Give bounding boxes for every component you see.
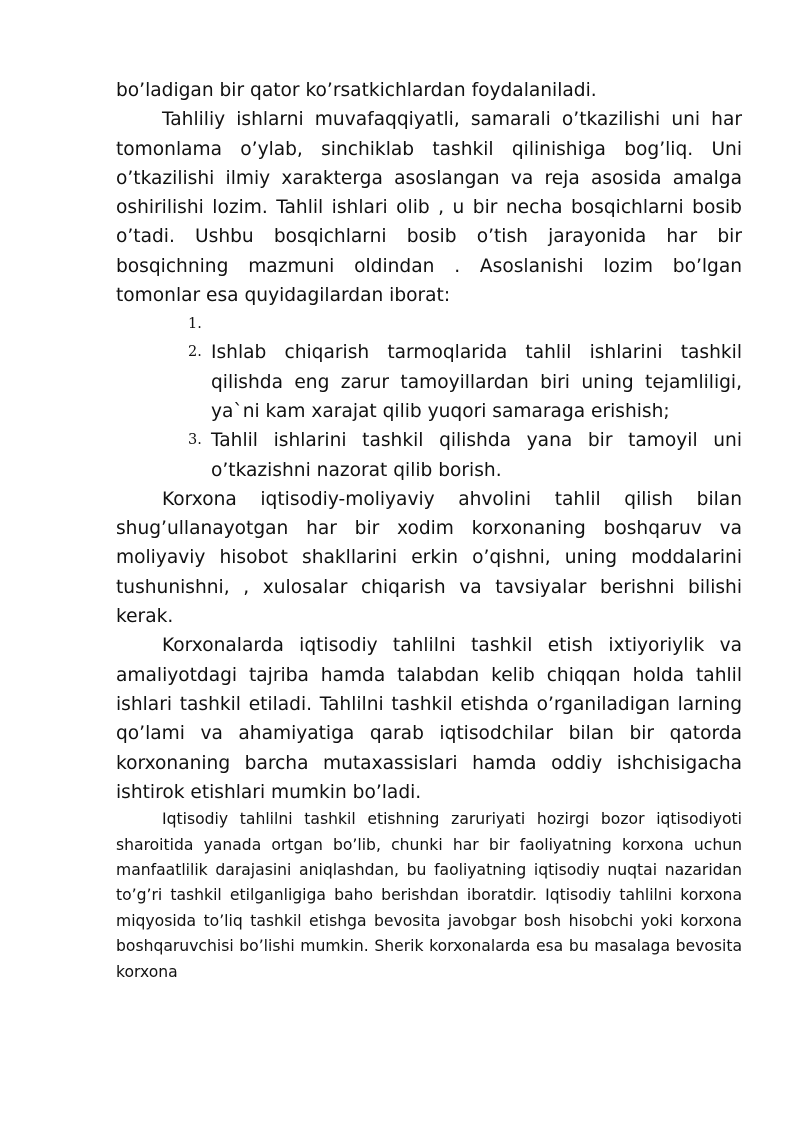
numbered-list	[116, 310, 742, 484]
list-item-number: 1.	[188, 316, 202, 333]
paragraph-2: Korxona iqtisodiy-moliyaviy ahvolini tahlil qilish bilan shug’ullanayotgan har bir xodim korxonaning boshqaruv va moliyaviy hisobot shakllarini erkin o’qishni, uning moddalarini tushunishni, , xulosalar chiqarish va tavsiyalar berishni bilishi kerak.	[116, 488, 742, 628]
list-item	[116, 310, 742, 338]
paragraph-intro-tail: bo’ladigan bir qator ko’rsatkichlardan foydalaniladi.	[116, 80, 597, 101]
document-page	[116, 76, 742, 985]
paragraph-3: Korxonalarda iqtisodiy tahlilni tashkil etish ixtiyoriylik va amaliyotdagi tajriba hamda talabdan kelib chiqqan holda tahlil ishlari tashkil etiladi. Tahlilni tashkil etishda o’rganiladigan larning qo’lami va ahamiyatiga qarab iqtisodchilar bilan bir qatorda korxonaning barcha mutaxassislari hamda oddiy ishchisigacha ishtirok etishlari mumkin bo’ladi.	[116, 635, 742, 803]
list-item-number: 2.	[188, 344, 202, 361]
paragraph-4: Iqtisodiy tahlilni tashkil etishning zaruriyati hozirgi bozor iqtisodiyoti sharoitida yanada ortgan bo’lib, chunki har bir faoliyatning korxona uchun manfaatlilik darajasini aniqlashdan, bu faoliyatning iqtisodiy nuqtai nazaridan to’g’ri tashkil etilganligiga baho berishdan iboratdir. Iqtisodiy tahlilni korxona miqyosida to’liq tashkil etishga bevosita javobgar bosh hisobchi yoki korxona boshqaruvchisi bo’lishi mumkin. Sherik korxonalarda esa bu masalaga bevosita korxona	[116, 810, 742, 981]
list-item-text: Tahlil ishlarini tashkil qilishda yana bir tamoyil uni o’tkazishni nazorat qilib borish.	[211, 430, 742, 481]
list-item-number: 3.	[188, 432, 202, 449]
list-item	[116, 338, 742, 426]
list-item	[116, 426, 742, 485]
paragraph-1: Tahliliy ishlarni muvafaqqiyatli, samarali o’tkazilishi uni har tomonlama o’ylab, sinchiklab tashkil qilinishiga bog’liq. Uni o’tkazilishi ilmiy xarakterga asoslangan va reja asosida amalga oshirilishi lozim. Tahlil ishlari olib , u bir necha bosqichlarni bosib o’tadi. Ushbu bosqichlarni bosib o’tish jarayonida har bir bosqichning mazmuni oldindan . Asoslanishi lozim bo’lgan tomonlar esa quyidagilardan iborat:	[116, 109, 742, 307]
list-item-text: Ishlab chiqarish tarmoqlarida tahlil ishlarini tashkil qilishda eng zarur tamoyillardan biri uning tejamliligi, ya`ni kam xarajat qilib yuqori samaraga erishish;	[211, 342, 742, 422]
